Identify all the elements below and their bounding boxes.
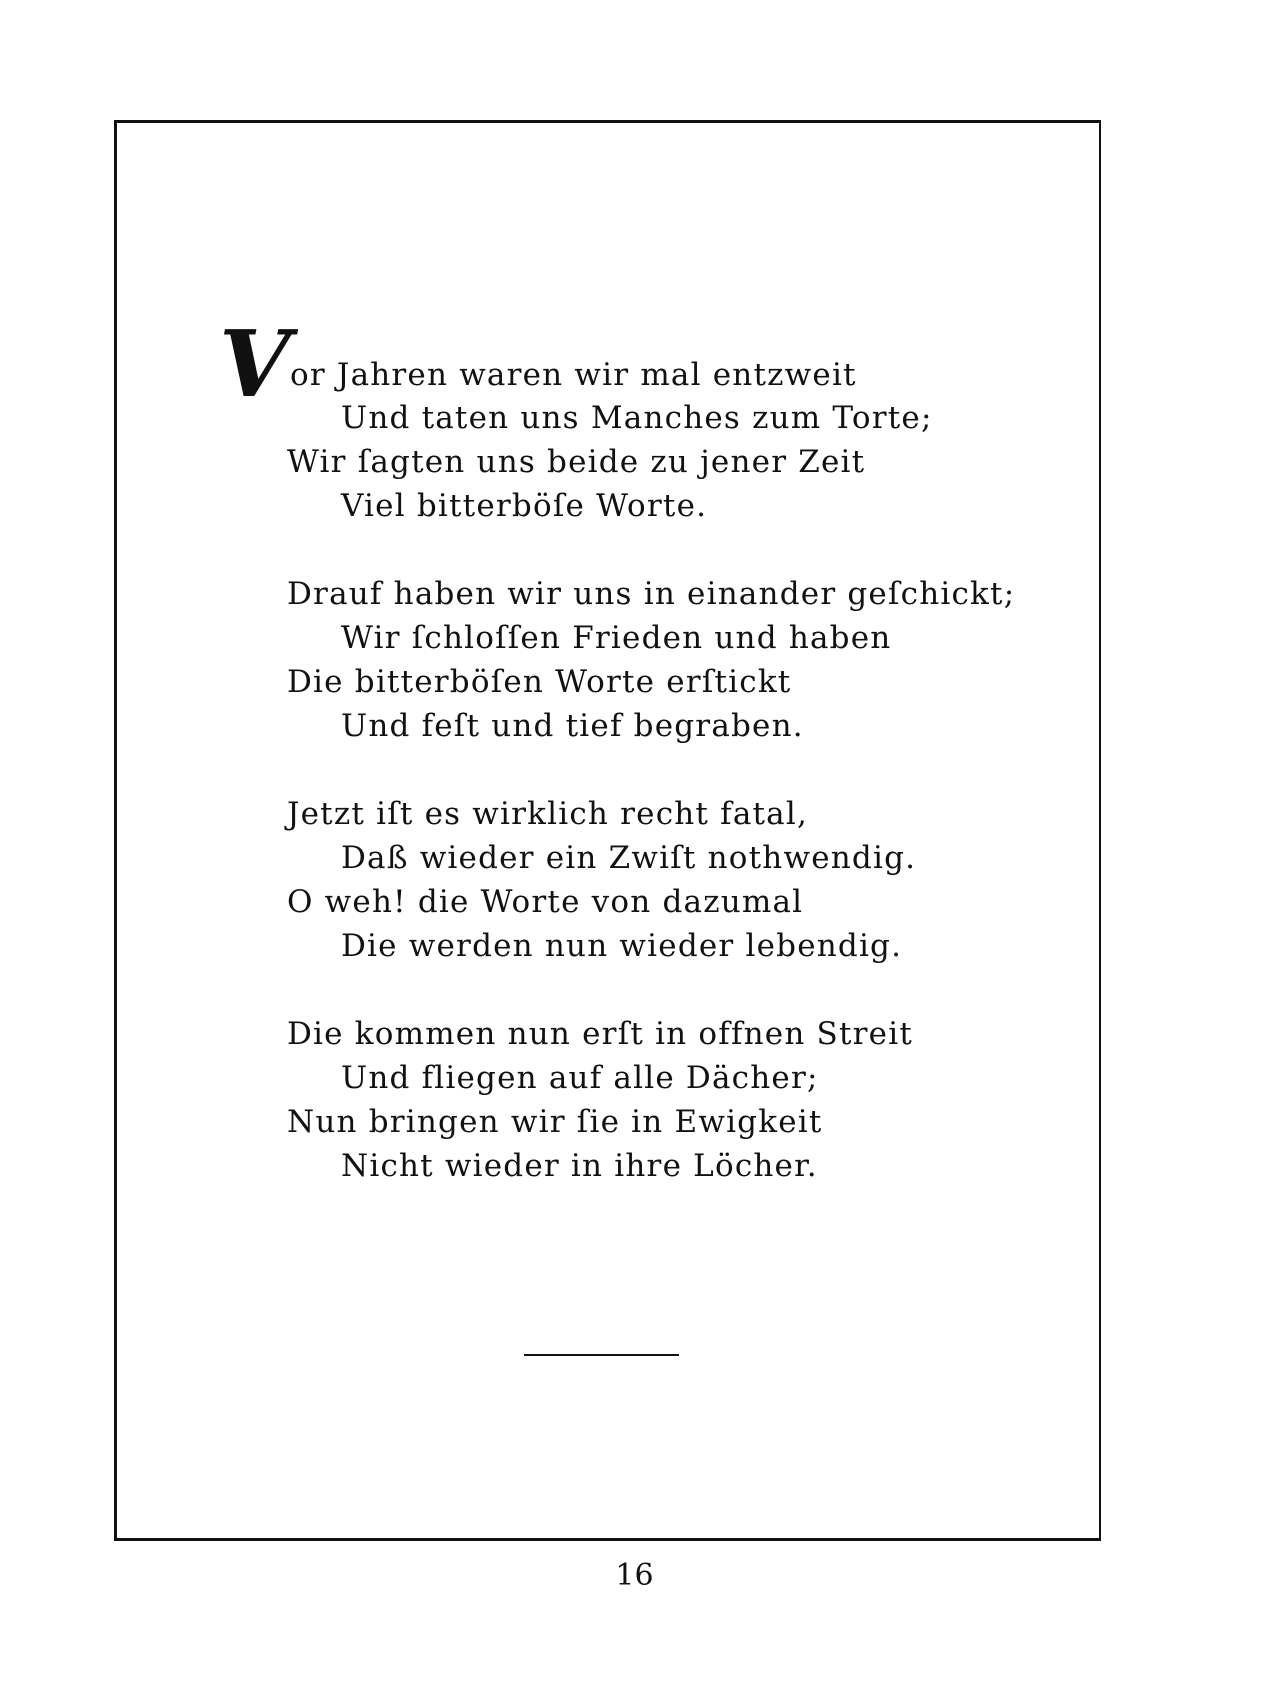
poem-line: Die werden nun wieder lebendig. xyxy=(341,928,903,964)
poem-line: Und feſt und tief begraben. xyxy=(341,708,804,744)
poem-line: Nun bringen wir ſie in Ewigkeit xyxy=(287,1104,823,1140)
poem-line: Wir ſagten uns beide zu jener Zeit xyxy=(287,444,866,480)
poem-line: Die bitterböſen Worte erſtickt xyxy=(287,664,792,700)
poem-line: Und fliegen auf alle Dächer; xyxy=(341,1060,819,1096)
poem-line: O weh! die Worte von dazumal xyxy=(287,884,804,920)
poem-line: Nicht wieder in ihre Löcher. xyxy=(341,1148,818,1184)
poem-line: Drauf haben wir uns in einander geſchickt; xyxy=(287,576,1016,612)
poem-line: Viel bitterböſe Worte. xyxy=(341,488,708,524)
drop-cap: V xyxy=(219,310,291,418)
end-rule xyxy=(524,1354,679,1356)
poem-line: Daß wieder ein Zwiſt nothwendig. xyxy=(341,840,917,876)
poem-line: Und taten uns Manches zum Torte; xyxy=(341,400,933,436)
poem-line: Die kommen nun erſt in offnen Streit xyxy=(287,1016,913,1052)
page-number: 16 xyxy=(615,1558,654,1593)
poem-line: Jetzt iſt es wirklich recht fatal, xyxy=(287,796,809,832)
poem-line: Wir ſchloſſen Frieden und haben xyxy=(341,620,892,656)
poem-line: or Jahren waren wir mal entzweit xyxy=(290,357,857,393)
